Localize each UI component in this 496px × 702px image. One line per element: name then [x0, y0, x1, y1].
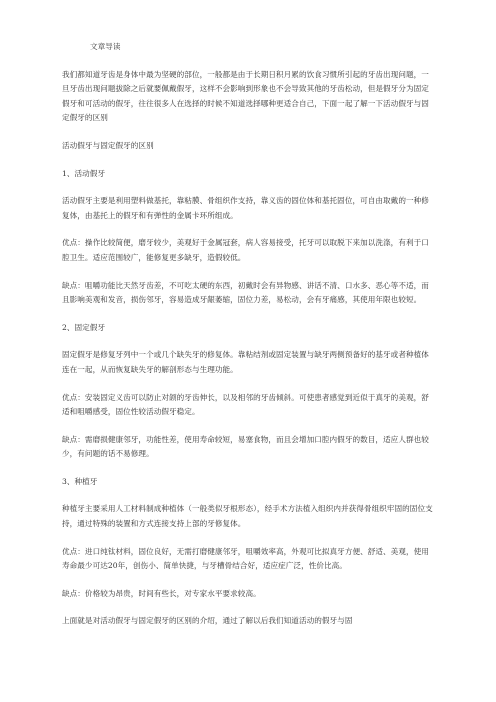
fixed-cons-paragraph: 缺点：需磨损健康邻牙，功能性差，使用寿命较短，易塞食物，而且会增加口腔内假牙的数目，适应人群也较少，有问题的话不易修理。 — [62, 434, 429, 459]
removable-definition-paragraph: 活动假牙主要是利用塑料做基托，靠粘膜、骨组织作支持，靠义齿的固位体和基托固位，可自由取戴的一种修复体，由基托上的假牙和有弹性的金属卡环所组成。 — [62, 196, 429, 220]
intro-paragraph: 我们都知道牙齿是身体中最为坚硬的部位，一般都是由于长期日积月累的饮食习惯所引起的牙齿出现问题，一旦牙齿出现问题拔除之后就要佩戴假牙，这样不会影响到形象也不会导致其他的牙齿松动，但是假牙分为固定假牙和可活动的假牙，往往很多人在选择的时候不知道选择哪种更适合自己，下面一起了解一下活动假牙与固定假牙的区别 — [62, 69, 429, 123]
removable-cons-paragraph: 缺点：咀嚼功能比天然牙齿差，不可吃太硬的东西，初戴时会有异物感、讲话不清、口水多、恶心等不适，而且影响美观和发音，损伤邻牙，容易造成牙龈萎缩，固位力差，易松动，会有牙痛感，其使用年限也较短。 — [62, 280, 429, 305]
document-page — [62, 40, 436, 642]
intro-label: 文章导读 — [90, 42, 121, 51]
implant-pros-paragraph: 优点：进口纯钛材料，固位良好，无需打磨健康邻牙，咀嚼效率高，外观可比拟真牙方便、舒适、美观，使用寿命最少可达20年，创伤小、简单快捷，与牙槽骨结合好，适应症广泛，性价比高。 — [62, 546, 429, 571]
removable-pros-paragraph: 优点：操作比较简便，磨牙较少，美观好于金属冠套，病人容易接受，托牙可以取脱下来加以洗涤，有利于口腔卫生。适应范围较广，能修复更多缺牙，造假较低。 — [62, 238, 429, 262]
subsection-title-fixed: 2、固定假牙 — [62, 322, 106, 332]
fixed-definition-paragraph: 固定假牙是修复牙列中一个或几个缺失牙的修复体。靠粘结剂或固定装置与缺牙两侧预备好的基牙或者种植体连在一起，从而恢复缺失牙的解剖形态与生理功能。 — [62, 350, 429, 374]
section-title: 活动假牙与固定假牙的区别 — [62, 140, 154, 150]
implant-cons-paragraph: 缺点：价格较为昂贵，时间有些长，对专家水平要求较高。 — [62, 588, 261, 598]
subsection-title-implant: 3、种植牙 — [62, 476, 98, 486]
subsection-title-removable: 1、活动假牙 — [62, 168, 106, 178]
conclusion-paragraph: 上面就是对活动假牙与固定假牙的区别的介绍，通过了解以后我们知道活动的假牙与固 — [62, 616, 353, 626]
implant-definition-paragraph: 种植牙主要采用人工材料制成种植体（一般类似牙根形态），经手术方法植入组织内并获得骨组织牢固的固位支持，通过特殊的装置和方式连接支持上部的牙修复体。 — [62, 504, 433, 529]
fixed-pros-paragraph: 优点：安装固定义齿可以防止对颌的牙齿伸长，以及相邻的牙齿倾斜。可使患者感觉到近似于真牙的美观，舒适和咀嚼感受，固位性较活动假牙稳定。 — [62, 392, 429, 417]
